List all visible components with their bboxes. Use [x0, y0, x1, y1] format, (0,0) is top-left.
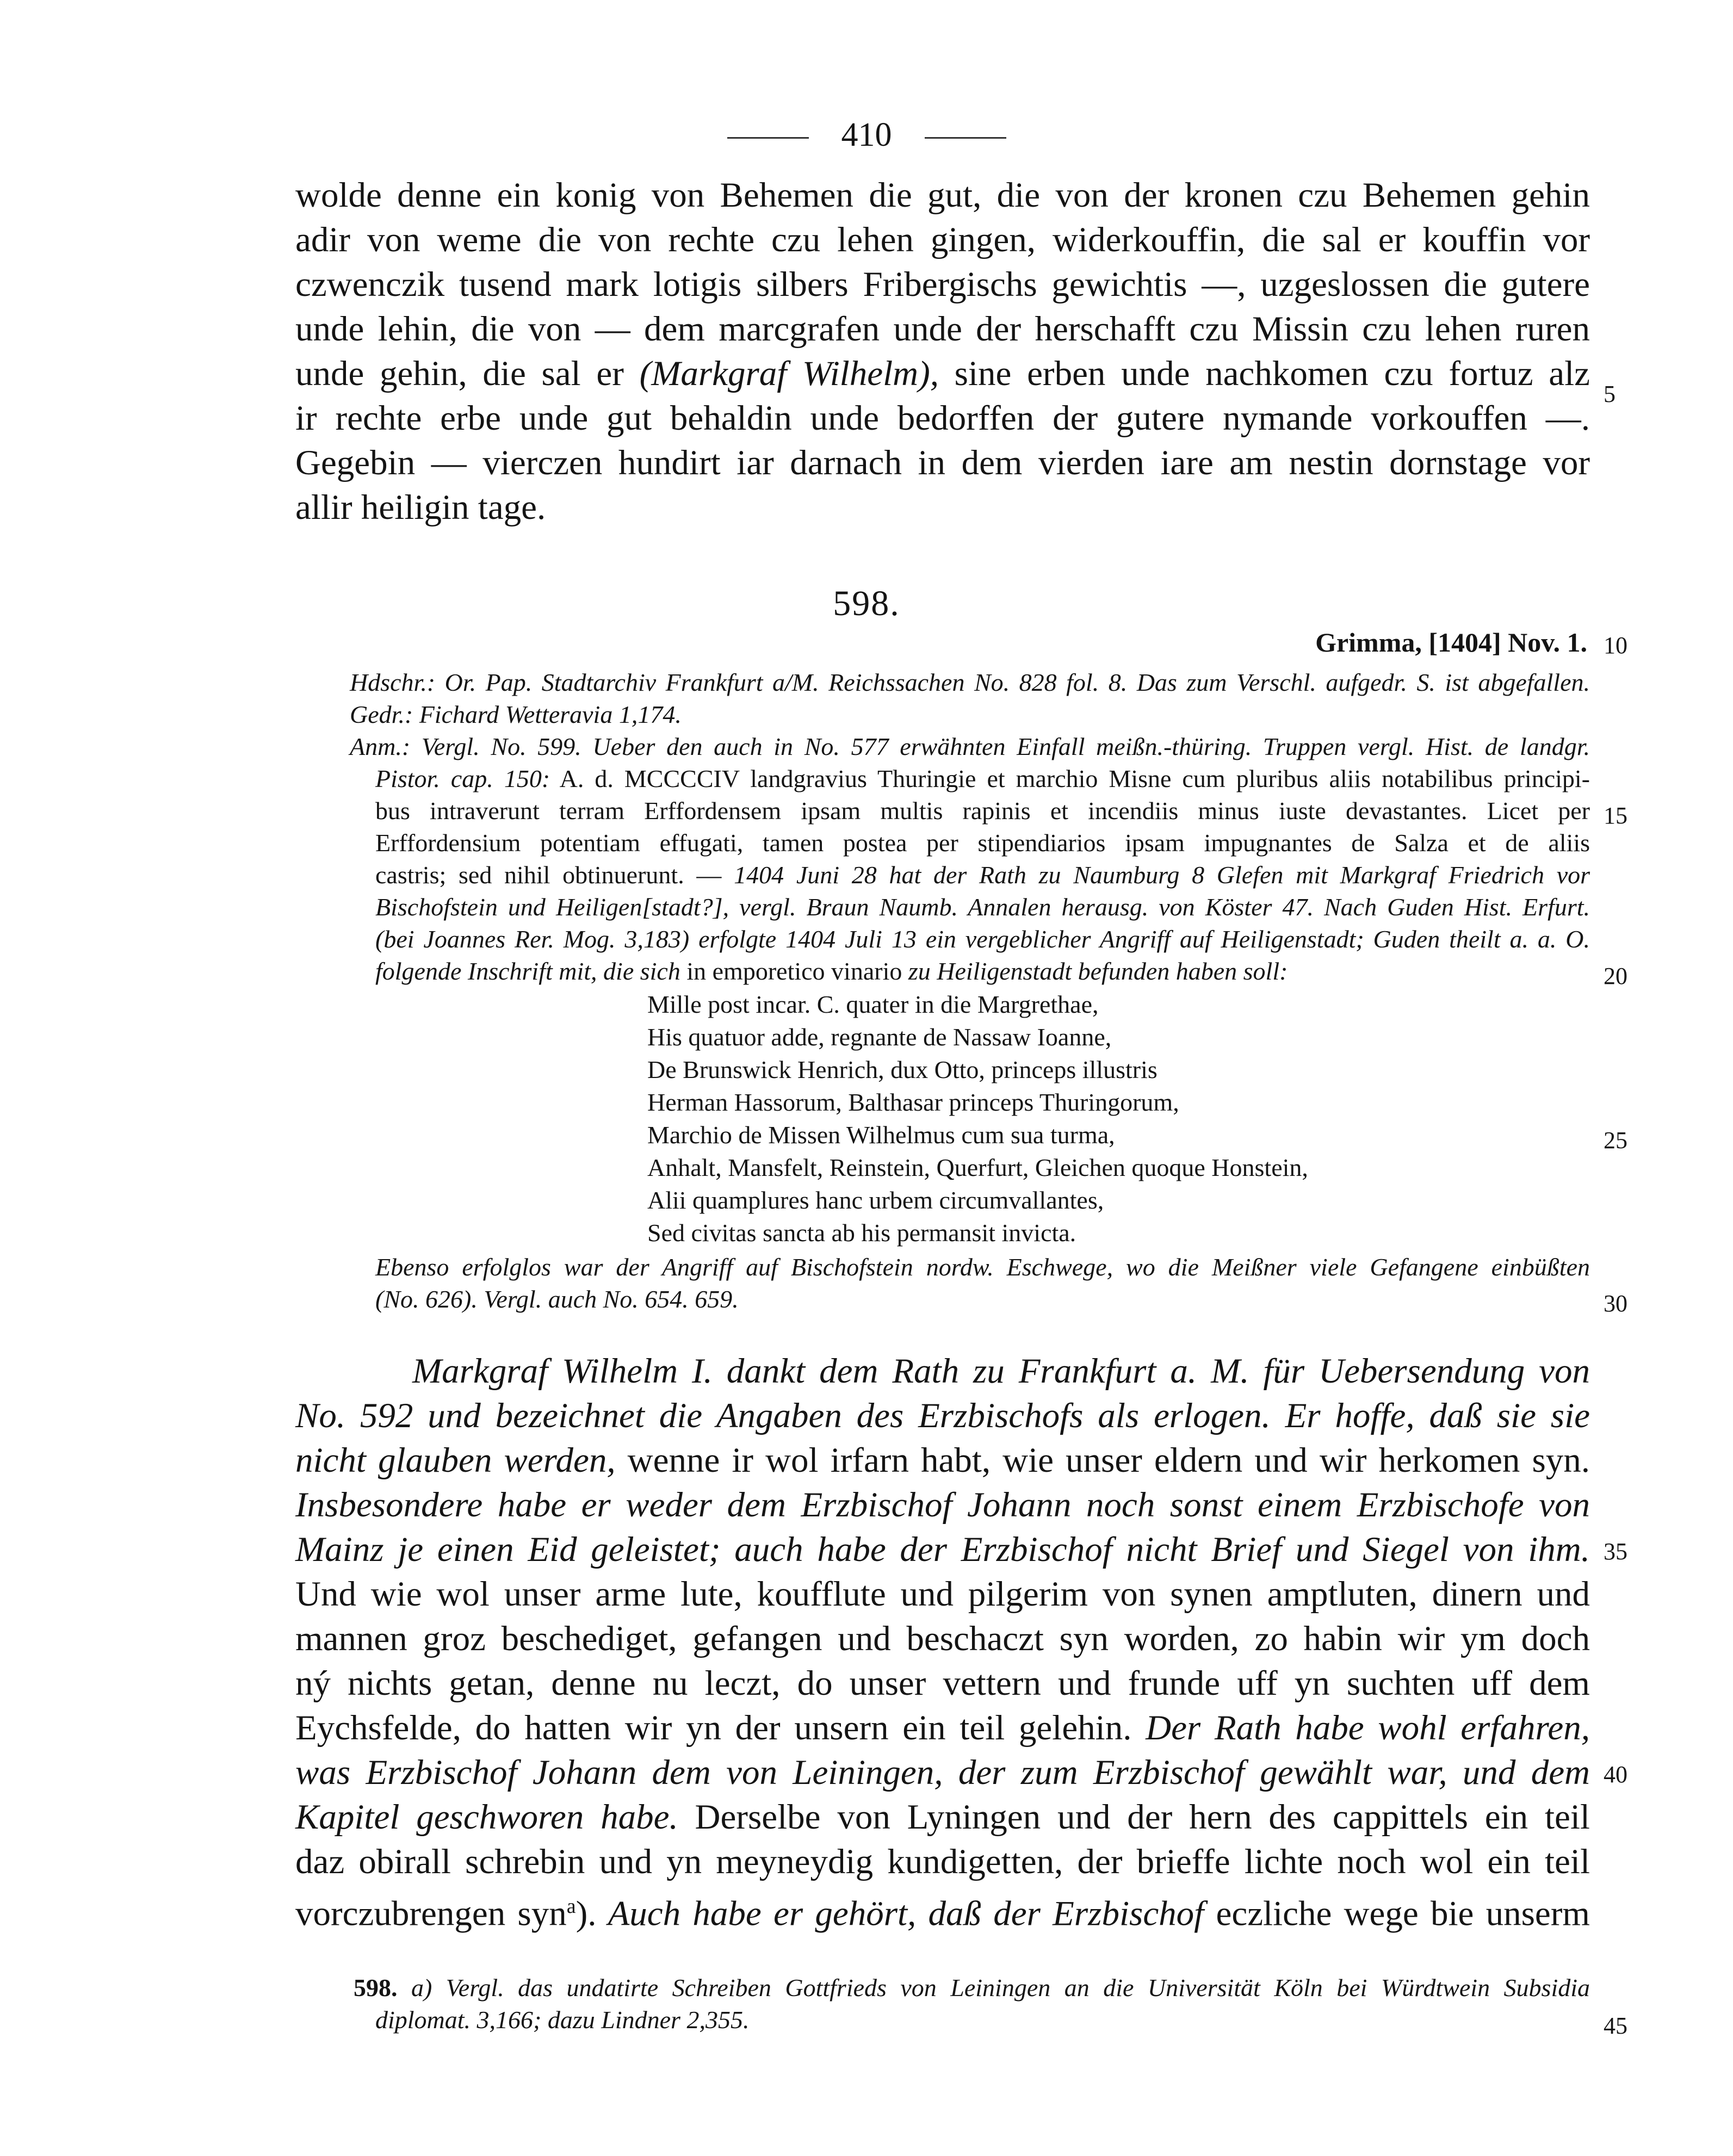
line-number: 45: [1604, 2012, 1627, 2039]
header-rule-right: [925, 137, 1006, 139]
annotation-line: castris; sed nihil obtinuerunt. — 1404 Juni 28 hat der Rath zu Naumburg 8 Glefen mit Markgraf Friedrich vor: [375, 861, 1590, 889]
regest-line: daz obirall schrebin und yn meyneydig kundigetten, der brieffe lichte noch wol ein teil: [295, 1842, 1590, 1881]
page-header: [0, 113, 1733, 157]
text-line: allir heiligin tage.: [295, 488, 546, 527]
regest-line: mannen groz beschediget, gefangen und beschaczt syn worden, zo habin wir ym doch: [295, 1619, 1590, 1658]
text-line: unde lehin, die von — dem marcgrafen unde der herschafft czu Missin czu lehen ruren: [295, 309, 1590, 349]
line-number: 25: [1604, 1127, 1627, 1154]
regest-line: ný nichts getan, denne nu leczt, do unser vettern und frunde uff yn suchten uff dem: [295, 1664, 1590, 1703]
manuscript-note: Hdschr.: Or. Pap. Stadtarchiv Frankfurt a/M. Reichssachen No. 828 fol. 8. Das zum Verschl. aufgedr. S. ist abgefallen.: [350, 668, 1590, 696]
annotation-line: Erffordensium potentiam effugati, tamen postea per stipendiarios ipsam impugnantes de Salza et de aliis: [375, 829, 1590, 857]
line-number: 20: [1604, 963, 1627, 989]
line-number: 35: [1604, 1538, 1627, 1565]
text-line: Gegebin — vierczen hundirt iar darnach in dem vierden iare am nestin dornstage vor: [295, 443, 1590, 482]
footnote-marker: a: [566, 1895, 576, 1918]
verse-line: Anhalt, Mansfelt, Reinstein, Querfurt, Gleichen quoque Honstein,: [647, 1154, 1308, 1181]
header-rule-left: [727, 137, 809, 139]
verse-line: Mille post incar. C. quater in die Margrethae,: [647, 990, 1099, 1018]
regest-line: Eychsfelde, do hatten wir yn der unsern ein teil gelehin. Der Rath habe wohl erfahren,: [295, 1708, 1590, 1748]
annotation-line: (bei Joannes Rer. Mog. 3,183) erfolgte 1404 Juli 13 ein vergeblicher Angriff auf Heiligenstadt; Guden theilt a. a. O.: [375, 925, 1590, 953]
line-number: 10: [1604, 632, 1627, 659]
verse-line: De Brunswick Henrich, dux Otto, princeps illustris: [647, 1056, 1158, 1083]
regest-line: Markgraf Wilhelm I. dankt dem Rath zu Frankfurt a. M. für Uebersendung von: [412, 1352, 1590, 1391]
regest-line: Und wie wol unser arme lute, koufflute und pilgerim von synen amptluten, dinern und: [295, 1575, 1590, 1614]
text-line: czwenczik tusend mark lotigis silbers Fribergischs gewichtis —, uzgeslossen die gutere: [295, 265, 1590, 304]
text-line: adir von weme die von rechte czu lehen gingen, widerkouffin, die sal er kouffin vor: [295, 220, 1590, 259]
annotation-line: bus intraverunt terram Erffordensem ipsam multis rapinis et incendiis minus iuste devastantes. Licet per: [375, 797, 1590, 825]
regest-line: was Erzbischof Johann dem von Leiningen, der zum Erzbischof gewählt war, und dem: [295, 1753, 1590, 1792]
annotation-line: (No. 626). Vergl. auch No. 654. 659.: [375, 1285, 739, 1313]
regest-line: Kapitel geschworen habe. Derselbe von Lyningen und der hern des cappittels ein teil: [295, 1798, 1590, 1837]
document-number: 598.: [833, 584, 900, 623]
line-number: 30: [1604, 1290, 1627, 1317]
annotation-line: folgende Inschrift mit, die sich in emporetico vinario zu Heiligenstadt befunden haben soll:: [375, 957, 1288, 985]
text-line: wolde denne ein konig von Behemen die gut, die von der kronen czu Behemen gehin: [295, 176, 1590, 215]
text-line: ir rechte erbe unde gut behaldin unde bedorffen der gutere nymande vorkouffen —.: [295, 399, 1590, 438]
print-note: Gedr.: Fichard Wetteravia 1,174.: [350, 701, 682, 728]
regest-line: Insbesondere habe er weder dem Erzbischof Johann noch sonst einem Erzbischofe von: [295, 1485, 1590, 1525]
regest-line: No. 592 und bezeichnet die Angaben des Erzbischofs als erlogen. Er hoffe, daß sie sie: [295, 1396, 1590, 1435]
verse-line: Alii quamplures hanc urbem circumvallantes,: [647, 1186, 1104, 1214]
verse-line: Herman Hassorum, Balthasar princeps Thuringorum,: [647, 1088, 1179, 1116]
page-number: 410: [841, 116, 892, 153]
place-date: Grimma, [1404] Nov. 1.: [1315, 627, 1587, 658]
italic-insert: (Markgraf Wilhelm),: [639, 354, 939, 393]
footnote-ref: 598.: [354, 1974, 398, 2002]
regest-line: vorczubrengen syn$^a$). Auch habe er gehört, daß der Erzbischof eczliche wege bie unserm: [295, 1894, 1590, 1934]
annotation-line: Bischofstein und Heiligen[stadt?], vergl. Braun Naumb. Annalen herausg. von Köster 47. Nach Guden Hist. Erfurt.: [375, 893, 1590, 921]
verse-line: Marchio de Missen Wilhelmus cum sua turma,: [647, 1121, 1115, 1149]
annotation-line: Ebenso erfolglos war der Angriff auf Bischofstein nordw. Eschwege, wo die Meißner viele Gefangene einbüßten: [375, 1253, 1590, 1281]
annotation-line: Pistor. cap. 150: A. d. MCCCCIV landgravius Thuringie et marchio Misne cum pluribus aliis notabilibus principi-: [375, 765, 1590, 792]
line-number: 15: [1604, 802, 1627, 829]
verse-line: Sed civitas sancta ab his permansit invicta.: [647, 1219, 1076, 1247]
footnote-line: diplomat. 3,166; dazu Lindner 2,355.: [375, 2006, 750, 2034]
footnote-line: 598. a) Vergl. das undatirte Schreiben Gottfrieds von Leiningen an die Universität Köln bei Würdtwein Subsidia: [354, 1974, 1590, 2002]
annotation-line: Anm.: Vergl. No. 599. Ueber den auch in No. 577 erwähnten Einfall meißn.-thüring. Truppen vergl. Hist. de landgr.: [350, 733, 1590, 760]
line-number: 40: [1604, 1761, 1627, 1788]
verse-line: His quatuor adde, regnante de Nassaw Ioanne,: [647, 1023, 1112, 1051]
regest-line: Mainz je einen Eid geleistet; auch habe der Erzbischof nicht Brief und Siegel von ihm.: [295, 1530, 1590, 1569]
regest-line: nicht glauben werden, wenne ir wol irfarn habt, wie unser eldern und wir herkomen syn.: [295, 1441, 1590, 1480]
text-line: unde gehin, die sal er (Markgraf Wilhelm), sine erben unde nachkomen czu fortuz alz: [295, 354, 1590, 393]
line-number: 5: [1604, 381, 1616, 407]
